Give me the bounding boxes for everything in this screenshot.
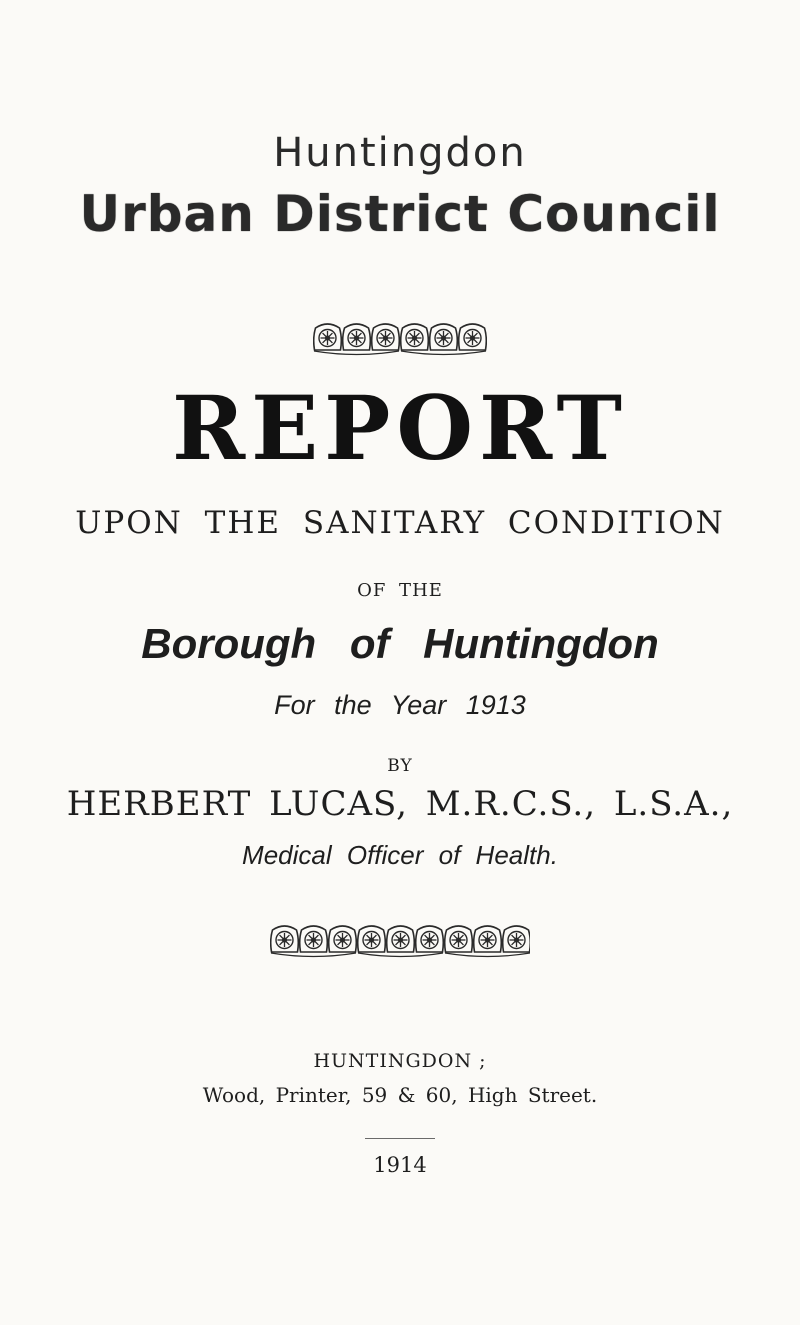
rosette-ornament xyxy=(372,324,400,350)
council-body: Urban District Council xyxy=(79,185,721,243)
report-subtitle: UPON THE SANITARY CONDITION xyxy=(75,505,725,541)
rosette-ornament xyxy=(343,324,371,350)
ornament-bracket xyxy=(358,953,443,957)
by-line: BY xyxy=(387,756,413,776)
rosette-ornament xyxy=(314,324,342,350)
report-subtitle-of-the: OF THE xyxy=(357,580,443,601)
ornament-bracket xyxy=(401,351,486,355)
report-title: REPORT xyxy=(171,376,629,480)
author-role: Medical Officer of Health. xyxy=(242,840,558,870)
ornament-bracket xyxy=(314,351,399,355)
rosette-ornament xyxy=(401,324,429,350)
rosette-ornament xyxy=(503,926,530,952)
rosette-ornament xyxy=(387,926,415,952)
borough-heading: Borough of Huntingdon xyxy=(141,620,659,667)
rosette-ornament xyxy=(459,324,487,350)
rosette-ornament xyxy=(329,926,357,952)
imprint-rule xyxy=(365,1138,435,1139)
rosette-ornament xyxy=(271,926,299,952)
council-name: Huntingdon xyxy=(273,130,527,176)
imprint-year: 1914 xyxy=(373,1153,427,1177)
rosette-ornament xyxy=(474,926,502,952)
ornament-band-bottom xyxy=(270,922,530,958)
rosette-ornament xyxy=(358,926,386,952)
ornament-bracket xyxy=(271,953,356,957)
rosette-ornament xyxy=(430,324,458,350)
report-year-line: For the Year 1913 xyxy=(274,690,526,720)
rosette-ornament xyxy=(416,926,444,952)
ornament-bracket xyxy=(445,953,530,957)
author-name: HERBERT LUCAS, M.R.C.S., L.S.A., xyxy=(66,784,734,824)
imprint-place: HUNTINGDON ; xyxy=(313,1050,487,1072)
imprint-printer: Wood, Printer, 59 & 60, High Street. xyxy=(202,1083,598,1107)
rosette-ornament xyxy=(300,926,328,952)
rosette-ornament xyxy=(445,926,473,952)
ornament-band-top xyxy=(313,320,487,356)
